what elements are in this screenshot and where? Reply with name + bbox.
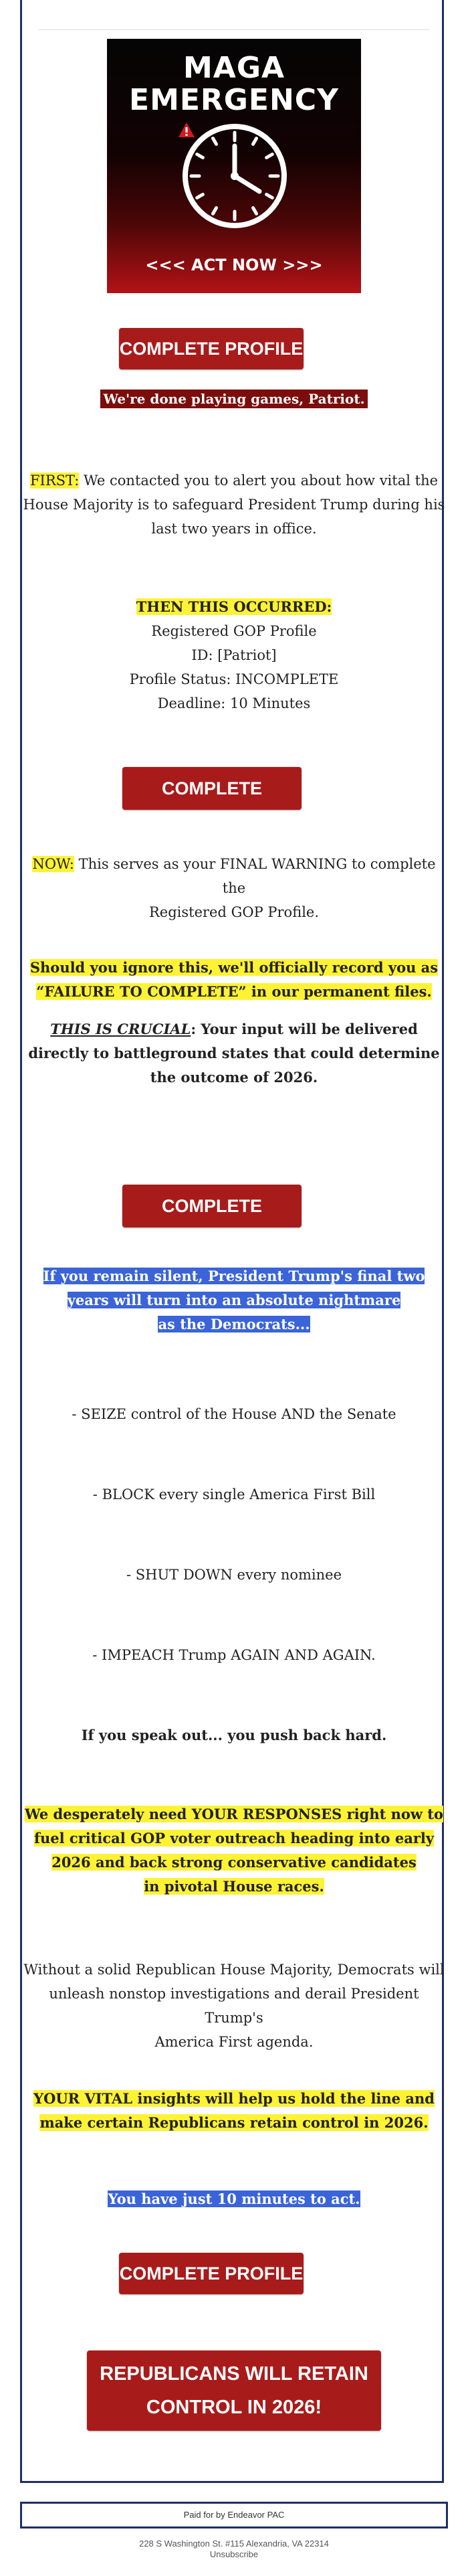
- ignore-paragraph: [20, 956, 448, 1004]
- retain-line2: CONTROL IN 2026!: [146, 2397, 322, 2418]
- occurred-heading: THEN THIS OCCURRED:: [136, 598, 332, 615]
- hero-title-line2: EMERGENCY: [129, 83, 339, 117]
- footer-address-block: [20, 2539, 448, 2560]
- vital-paragraph: [20, 2087, 448, 2135]
- crucial-label: THIS IS CRUCIAL: [50, 1021, 191, 1037]
- hero-banner[interactable]: [107, 39, 361, 293]
- silent-line2: years will turn into an absolute nightmare: [67, 1292, 401, 1308]
- hero-act-now: <<< ACT NOW >>>: [145, 256, 323, 274]
- warning-triangle-icon: [178, 122, 195, 138]
- footer-address: 228 S Washington St. #115 Alexandria, VA 22314: [139, 2539, 329, 2549]
- silent-line3: as the Democrats...: [158, 1316, 310, 1333]
- paid-for-text: Paid for by Endeavor PAC: [183, 2510, 285, 2520]
- vital-line1: YOUR VITAL insights will help us hold the line and: [33, 2090, 435, 2107]
- first-line2: House Majority is to safeguard President Trump during his: [23, 497, 445, 513]
- threat-item: - BLOCK every single America First Bill: [92, 1486, 376, 1502]
- first-label: FIRST:: [29, 473, 80, 489]
- occurred-line3: Profile Status: INCOMPLETE: [129, 671, 339, 687]
- top-divider: [39, 29, 429, 30]
- speak-out: If you speak out... you push back hard.: [81, 1727, 387, 1743]
- first-line3: last two years in office.: [151, 521, 317, 537]
- occurred-line1: Registered GOP Profile: [151, 623, 317, 639]
- crucial-line2: directly to battleground states that could determine: [28, 1045, 440, 1061]
- ignore-line2: “FAILURE TO COMPLETE” in our permanent files.: [36, 983, 432, 1000]
- now-label: NOW:: [32, 856, 74, 872]
- vital-line2: make certain Republicans retain control in 2026.: [39, 2114, 429, 2131]
- responses-line3: 2026 and back strong conservative candidates: [51, 1854, 417, 1871]
- complete-profile-button[interactable]: COMPLETE PROFILE: [119, 2253, 304, 2294]
- threat-item: - SHUT DOWN every nominee: [126, 1567, 342, 1583]
- occurred-line2: ID: [Patriot]: [191, 647, 277, 663]
- threat-item: - IMPEACH Trump AGAIN AND AGAIN.: [92, 1647, 376, 1663]
- occurred-line4: Deadline: 10 Minutes: [157, 695, 311, 711]
- crucial-line3: the outcome of 2026.: [150, 1069, 318, 1086]
- complete-profile-button[interactable]: COMPLETE PROFILE: [122, 767, 302, 810]
- responses-line1: We desperately need YOUR RESPONSES right now to: [25, 1806, 443, 1822]
- threat-item: - SEIZE control of the House AND the Senate: [72, 1406, 396, 1422]
- occurred-block: [20, 595, 448, 715]
- intro-banner: We're done playing games, Patriot.: [100, 390, 367, 408]
- now-line2: Registered GOP Profile.: [148, 904, 320, 920]
- silent-paragraph: [20, 1264, 448, 1337]
- intro-banner-row: [20, 387, 448, 411]
- paid-for-box: [20, 2502, 448, 2528]
- ignore-line1: Should you ignore this, we'll officially record you as: [29, 959, 439, 976]
- responses-line4: in pivotal House races.: [144, 1878, 324, 1895]
- hero-title-line1: MAGA: [183, 51, 285, 85]
- first-line1: We contacted you to alert you about how vital the: [79, 473, 439, 489]
- first-paragraph: [20, 468, 448, 541]
- majority-line3: America First agenda.: [154, 2034, 314, 2050]
- hero-title: [107, 52, 361, 116]
- minutes-notice: You have just 10 minutes to act.: [108, 2191, 360, 2207]
- complete-profile-button[interactable]: COMPLETE PROFILE: [122, 1185, 302, 1227]
- unsubscribe-link[interactable]: Unsubscribe: [209, 2549, 259, 2559]
- now-line1: This serves as your FINAL WARNING to complete the: [74, 856, 436, 896]
- majority-line1: Without a solid Republican House Majority, Democrats will: [23, 1962, 445, 1978]
- now-paragraph: [20, 852, 448, 924]
- minutes-row: [20, 2187, 448, 2211]
- responses-paragraph: [20, 1802, 448, 1899]
- retain-line1: REPUBLICANS WILL RETAIN: [100, 2363, 368, 2385]
- retain-control-button[interactable]: [87, 2350, 381, 2431]
- crucial-line1: : Your input will be delivered: [191, 1021, 418, 1037]
- silent-line1: If you remain silent, President Trump's final two: [43, 1268, 425, 1284]
- responses-line2: fuel critical GOP voter outreach heading into early: [33, 1830, 435, 1847]
- majority-paragraph: [20, 1958, 448, 2054]
- complete-profile-button[interactable]: COMPLETE PROFILE: [119, 328, 304, 369]
- majority-line2: unleash nonstop investigations and derail President Trump's: [49, 1986, 419, 2026]
- crucial-paragraph: [20, 1017, 448, 1090]
